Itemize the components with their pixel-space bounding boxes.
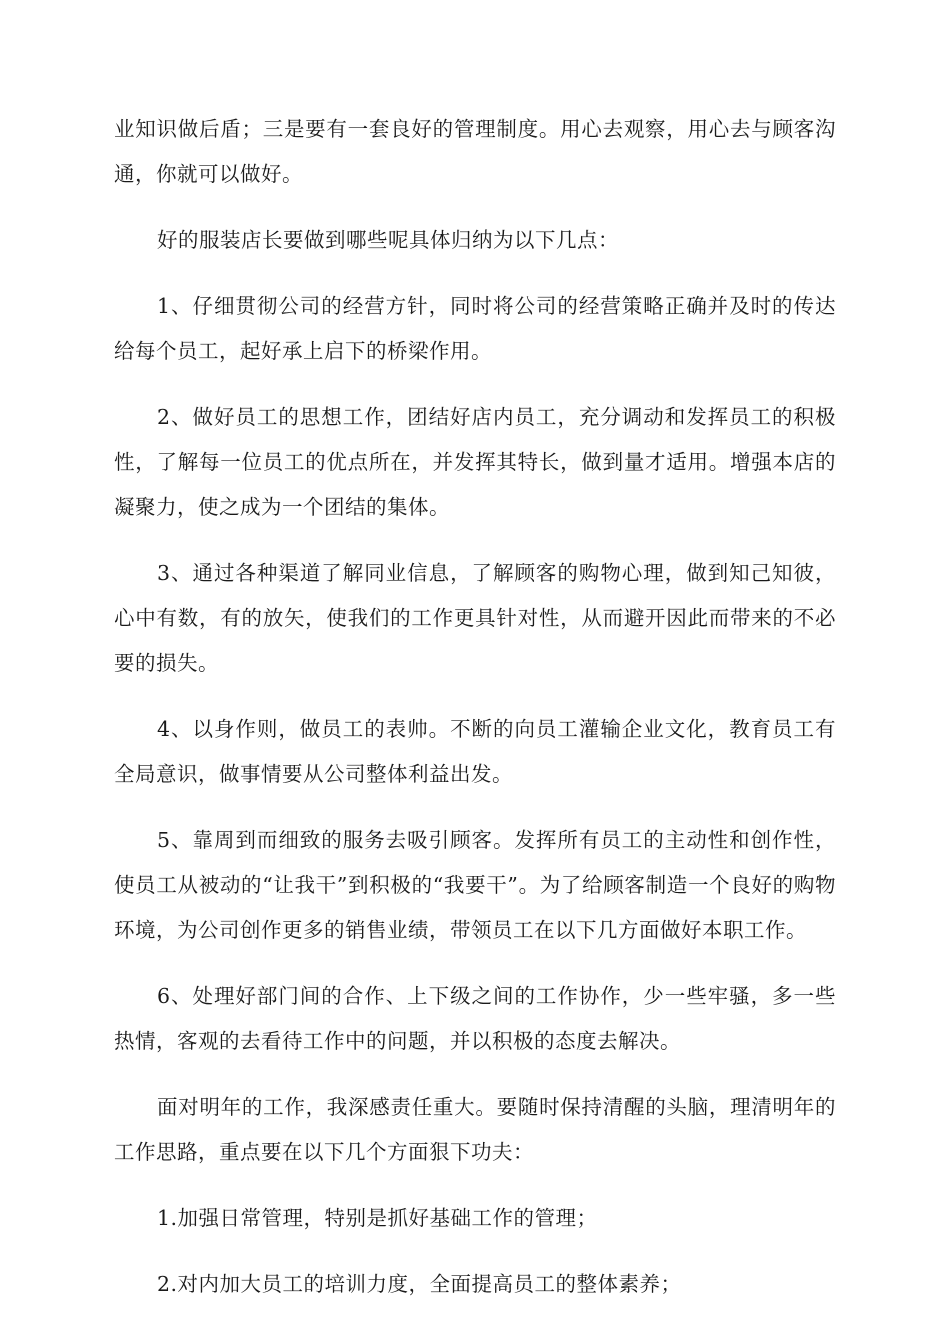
paragraph-plan-1: 1.加强日常管理，特别是抓好基础工作的管理； (157, 1206, 598, 1230)
paragraph-point-4: 4、以身作则，做员工的表帅。不断的向员工灌输企业文化，教育员工有全局意识，做事情要从公司整体利益出发。 (114, 717, 836, 786)
paragraph-plan-2: 2.对内加大员工的培训力度，全面提高员工的整体素养； (157, 1272, 682, 1296)
paragraph-point-5: 5、靠周到而细致的服务去吸引顾客。发挥所有员工的主动性和创作性，使员工从被动的“让我干”到积极的“我要干”。为了给顾客制造一个良好的购物环境，为公司创作更多的销售业绩，带领员工在以下几方面做好本职工作。 (114, 828, 836, 942)
paragraph-intro: 好的服装店长要做到哪些呢具体归纳为以下几点： (157, 228, 619, 252)
paragraph-next-year: 面对明年的工作，我深感责任重大。要随时保持清醒的头脑，理清明年的工作思路，重点要在以下几个方面狠下功夫： (114, 1095, 836, 1164)
paragraph-point-3: 3、通过各种渠道了解同业信息，了解顾客的购物心理，做到知己知彼，心中有数，有的放矢，使我们的工作更具针对性，从而避开因此而带来的不必要的损失。 (114, 561, 836, 675)
document-page (114, 107, 836, 1328)
paragraph-point-2: 2、做好员工的思想工作，团结好店内员工，充分调动和发挥员工的积极性，了解每一位员工的优点所在，并发挥其特长，做到量才适用。增强本店的凝聚力，使之成为一个团结的集体。 (114, 405, 836, 519)
paragraph-point-1: 1、仔细贯彻公司的经营方针，同时将公司的经营策略正确并及时的传达给每个员工，起好承上启下的桥梁作用。 (114, 294, 836, 363)
paragraph-point-6: 6、处理好部门间的合作、上下级之间的工作协作，少一些牢骚，多一些热情，客观的去看待工作中的问题，并以积极的态度去解决。 (114, 984, 836, 1053)
paragraph-continuation: 业知识做后盾；三是要有一套良好的管理制度。用心去观察，用心去与顾客沟通，你就可以做好。 (114, 117, 836, 186)
